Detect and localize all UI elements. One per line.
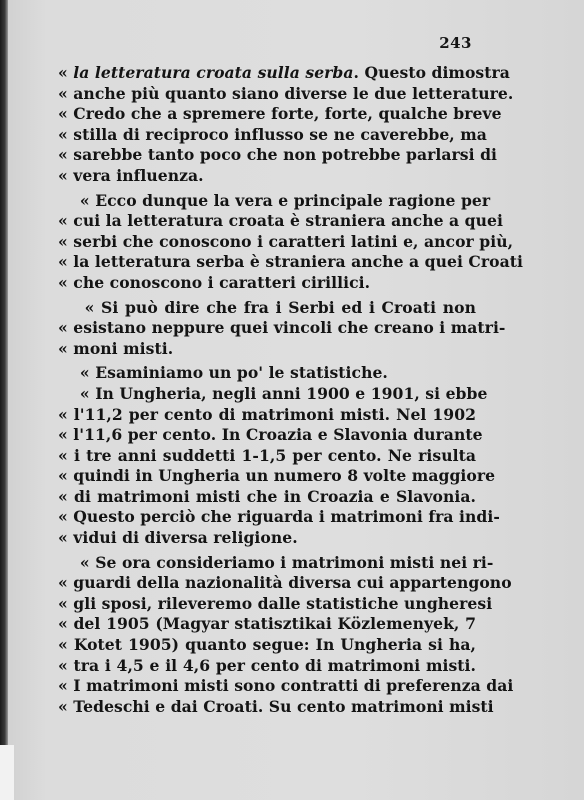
text-line: « Kotet 1905) quanto segue: In Ungheria si ha, xyxy=(58,635,476,655)
text-line: « i tre anni suddetti 1-1,5 per cento. Ne risulta xyxy=(58,445,476,465)
text-line: « di matrimoni misti che in Croazia e Slavonia. xyxy=(58,486,476,506)
line-quote-mark: « xyxy=(58,63,74,82)
text-line: « I matrimoni misti sono contratti di preferenza dai xyxy=(58,676,514,696)
text-line: « stilla di reciproco influsso se ne caverebbe, ma xyxy=(58,124,487,144)
text-line xyxy=(58,63,510,84)
line-text: . Questo dimostra xyxy=(353,63,510,82)
text-line: « moni misti. xyxy=(58,338,174,358)
body-text xyxy=(58,63,523,717)
scan-margin xyxy=(0,745,14,800)
text-line: « gli sposi, rileveremo dalle statistiche ungheresi xyxy=(58,593,493,613)
text-line: « che conoscono i caratteri cirillici. xyxy=(58,272,371,292)
text-line: « del 1905 (Magyar statisztikai Közlemenyek, 7 xyxy=(58,614,476,634)
text-line: « sarebbe tanto poco che non potrebbe parlarsi di xyxy=(58,145,498,165)
text-line: « Tedeschi e dai Croati. Su cento matrimoni misti xyxy=(58,696,494,716)
text-line: « guardi della nazionalità diversa cui appartengono xyxy=(58,573,512,593)
text-line: « la letteratura serba è straniera anche a quei Croati xyxy=(58,252,523,272)
text-line: « In Ungheria, negli anni 1900 e 1901, si ebbe xyxy=(58,383,488,403)
text-line: « l'11,2 per cento di matrimoni misti. Nel 1902 xyxy=(58,404,476,424)
text-line: « tra i 4,5 e il 4,6 per cento di matrimoni misti. xyxy=(58,655,476,675)
text-line: « Credo che a spremere forte, forte, qualche breve xyxy=(58,104,502,124)
italic-title: la letteratura croata sulla serba xyxy=(73,63,354,82)
page-number: 243 xyxy=(439,34,472,52)
text-line: « serbi che conoscono i caratteri latini e, ancor più, xyxy=(58,231,514,251)
book-spine-shadow xyxy=(0,0,8,800)
text-line: « Si può dire che fra i Serbi ed i Croati non xyxy=(58,297,476,317)
text-line: « Esaminiamo un po' le statistiche. xyxy=(58,363,388,383)
text-line: « esistano neppure quei vincoli che creano i matri- xyxy=(58,318,506,338)
text-line: « Questo perciò che riguarda i matrimoni fra indi- xyxy=(58,507,500,527)
text-line: « cui la letteratura croata è straniera anche a quei xyxy=(58,211,503,231)
text-line: « Se ora consideriamo i matrimoni misti nei ri- xyxy=(58,552,494,572)
text-line: « vera influenza. xyxy=(58,165,204,185)
text-line: « vidui di diversa religione. xyxy=(58,528,298,548)
text-line: « Ecco dunque la vera e principale ragione per xyxy=(58,190,491,210)
text-line: « l'11,6 per cento. In Croazia e Slavonia durante xyxy=(58,425,483,445)
text-line: « anche più quanto siano diverse le due letterature. xyxy=(58,83,514,103)
text-line: « quindi in Ungheria un numero 8 volte maggiore xyxy=(58,466,496,486)
